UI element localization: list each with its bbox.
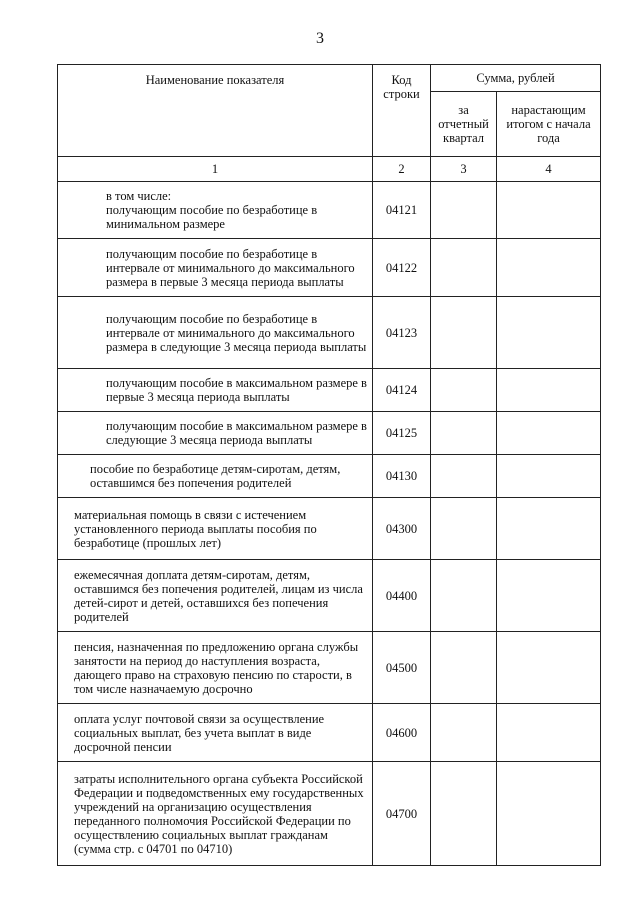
row-quarter-value[interactable] [431,297,497,369]
row-cumulative-value[interactable] [497,455,601,498]
row-indicator-name [58,369,373,412]
row-code: 04700 [373,762,431,866]
row-code: 04125 [373,412,431,455]
row-code: 04130 [373,455,431,498]
row-cumulative-value[interactable] [497,412,601,455]
row-cumulative-value[interactable] [497,632,601,704]
row-indicator-name [58,762,373,866]
row-code: 04124 [373,369,431,412]
table-row [58,369,601,412]
row-code: 04121 [373,182,431,239]
row-indicator-text: получающим пособие по безработице в интервале от минимального до максимального размера в следующие 3 месяца периода выплаты [106,311,367,354]
header-row-code: Код строки [373,65,431,157]
row-cumulative-value[interactable] [497,369,601,412]
row-indicator-text: получающим пособие по безработице в интервале от минимального до максимального размера в первые 3 месяца периода выплаты [106,246,355,289]
row-indicator-name [58,704,373,762]
row-indicator-name [58,455,373,498]
table-row [58,762,601,866]
column-number: 4 [497,157,601,182]
report-table [57,64,601,866]
row-indicator-name [58,182,373,239]
row-indicator-text: материальная помощь в связи с истечением установленного периода выплаты пособия по безработице (прошлых лет) [74,507,317,550]
row-cumulative-value[interactable] [497,498,601,560]
row-indicator-text: затраты исполнительного органа субъекта Российской Федерации и подведомственных ему государственных учреждений на организацию осуществления переданного полномочия Российской Федерации по осуществлению социальных выплат гражданам (сумма стр. с 04701 по 04710) [74,771,364,856]
row-indicator-text: в том числе: получающим пособие по безработице в минимальном размере [106,189,318,231]
row-indicator-text: получающим пособие в максимальном размере в следующие 3 месяца периода выплаты [106,419,367,447]
row-quarter-value[interactable] [431,762,497,866]
table-row [58,239,601,297]
table-row [58,498,601,560]
row-indicator-text: ежемесячная доплата детям-сиротам, детям, оставшимся без попечения родителей, лицам из числа детей-сирот и детей, оставшихся без попечения родителей [74,567,363,624]
row-quarter-value[interactable] [431,239,497,297]
row-cumulative-value[interactable] [497,297,601,369]
header-reporting-quarter: за отчетный квартал [431,92,497,157]
header-row [58,65,601,92]
row-quarter-value[interactable] [431,455,497,498]
table-row [58,455,601,498]
row-code: 04300 [373,498,431,560]
column-number: 2 [373,157,431,182]
row-indicator-name [58,412,373,455]
row-indicator-text: пособие по безработице детям-сиротам, детям, оставшимся без попечения родителей [90,462,341,490]
row-cumulative-value[interactable] [497,704,601,762]
table-row [58,560,601,632]
row-indicator-text: оплата услуг почтовой связи за осуществление социальных выплат, без учета выплат в виде досрочной пенсии [74,711,325,754]
row-indicator-text: пенсия, назначенная по предложению органа службы занятости на период до наступления возраста, дающего право на страховую пенсию по старости, в том числе назначаемую досрочно [74,639,359,696]
row-indicator-name [58,632,373,704]
row-cumulative-value[interactable] [497,762,601,866]
header-indicator-name: Наименование показателя [58,65,373,157]
header-cumulative: нарастающим итогом с начала года [497,92,601,157]
row-cumulative-value[interactable] [497,560,601,632]
header-sum-rubles: Сумма, рублей [431,65,601,92]
row-indicator-name [58,498,373,560]
table-row [58,632,601,704]
row-quarter-value[interactable] [431,498,497,560]
row-code: 04400 [373,560,431,632]
column-number: 1 [58,157,373,182]
row-indicator-name [58,560,373,632]
row-quarter-value[interactable] [431,412,497,455]
row-indicator-name [58,239,373,297]
table-row [58,182,601,239]
row-indicator-text: получающим пособие в максимальном размере в первые 3 месяца периода выплаты [106,376,367,404]
row-quarter-value[interactable] [431,182,497,239]
row-indicator-name [58,297,373,369]
row-cumulative-value[interactable] [497,182,601,239]
row-code: 04122 [373,239,431,297]
table-row [58,704,601,762]
row-code: 04600 [373,704,431,762]
row-quarter-value[interactable] [431,560,497,632]
row-cumulative-value[interactable] [497,239,601,297]
row-code: 04123 [373,297,431,369]
row-code: 04500 [373,632,431,704]
table-row [58,297,601,369]
row-quarter-value[interactable] [431,369,497,412]
row-quarter-value[interactable] [431,704,497,762]
column-number-row [58,157,601,182]
column-number: 3 [431,157,497,182]
page-number: 3 [316,30,324,47]
table-row [58,412,601,455]
row-quarter-value[interactable] [431,632,497,704]
